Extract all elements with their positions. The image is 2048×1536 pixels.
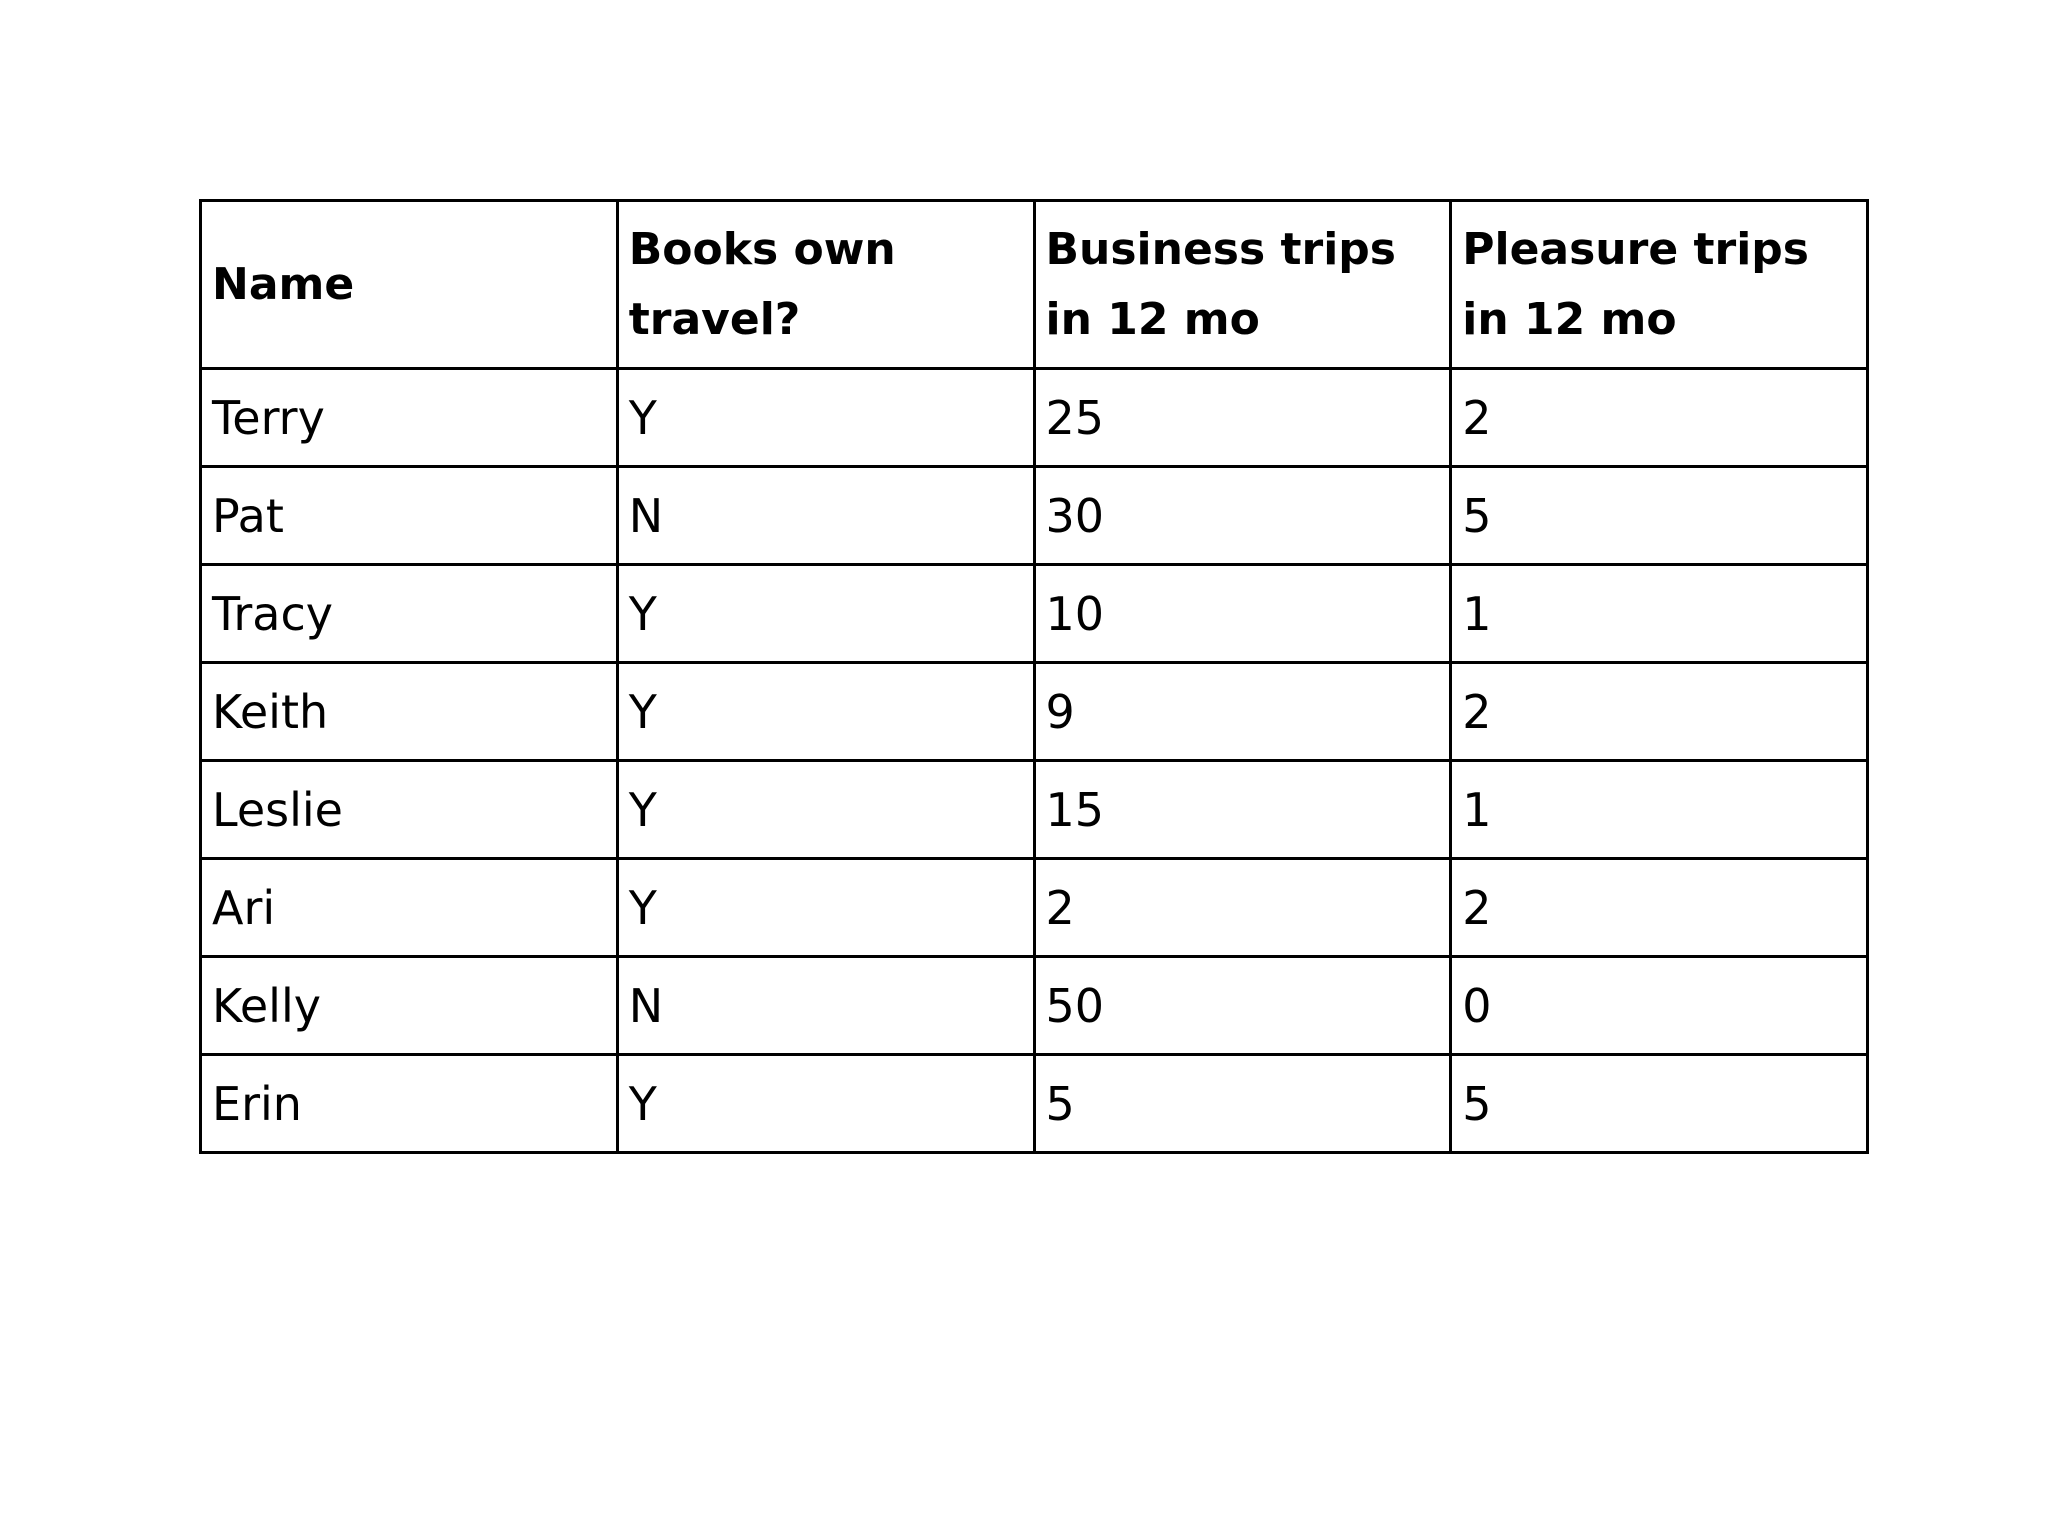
cell-name: Tracy xyxy=(201,565,618,663)
cell-name: Pat xyxy=(201,467,618,565)
cell-business-trips: 50 xyxy=(1034,957,1451,1055)
cell-books-own-travel: Y xyxy=(617,1055,1034,1153)
cell-pleasure-trips: 0 xyxy=(1451,957,1868,1055)
travel-table xyxy=(199,199,1869,1154)
cell-business-trips: 30 xyxy=(1034,467,1451,565)
cell-pleasure-trips: 5 xyxy=(1451,467,1868,565)
cell-name: Ari xyxy=(201,859,618,957)
cell-books-own-travel: Y xyxy=(617,859,1034,957)
cell-name: Kelly xyxy=(201,957,618,1055)
header-business-trips: Business trips in 12 mo xyxy=(1034,201,1451,369)
cell-business-trips: 5 xyxy=(1034,1055,1451,1153)
table-body xyxy=(201,369,1868,1153)
header-row xyxy=(201,201,1868,369)
cell-books-own-travel: N xyxy=(617,957,1034,1055)
table-header xyxy=(201,201,1868,369)
cell-pleasure-trips: 1 xyxy=(1451,565,1868,663)
table-row xyxy=(201,663,1868,761)
travel-table-container xyxy=(199,199,1869,1154)
cell-business-trips: 25 xyxy=(1034,369,1451,467)
header-name: Name xyxy=(201,201,618,369)
header-pleasure-trips: Pleasure trips in 12 mo xyxy=(1451,201,1868,369)
cell-books-own-travel: N xyxy=(617,467,1034,565)
cell-business-trips: 9 xyxy=(1034,663,1451,761)
cell-business-trips: 15 xyxy=(1034,761,1451,859)
cell-business-trips: 2 xyxy=(1034,859,1451,957)
header-books-own-travel: Books own travel? xyxy=(617,201,1034,369)
table-row xyxy=(201,859,1868,957)
table-row xyxy=(201,1055,1868,1153)
cell-books-own-travel: Y xyxy=(617,761,1034,859)
cell-pleasure-trips: 2 xyxy=(1451,369,1868,467)
table-row xyxy=(201,565,1868,663)
table-row xyxy=(201,957,1868,1055)
cell-name: Keith xyxy=(201,663,618,761)
cell-pleasure-trips: 5 xyxy=(1451,1055,1868,1153)
cell-pleasure-trips: 2 xyxy=(1451,663,1868,761)
cell-pleasure-trips: 2 xyxy=(1451,859,1868,957)
table-row xyxy=(201,467,1868,565)
table-row xyxy=(201,369,1868,467)
cell-name: Erin xyxy=(201,1055,618,1153)
table-row xyxy=(201,761,1868,859)
cell-business-trips: 10 xyxy=(1034,565,1451,663)
cell-name: Terry xyxy=(201,369,618,467)
cell-books-own-travel: Y xyxy=(617,369,1034,467)
cell-books-own-travel: Y xyxy=(617,663,1034,761)
cell-name: Leslie xyxy=(201,761,618,859)
cell-books-own-travel: Y xyxy=(617,565,1034,663)
cell-pleasure-trips: 1 xyxy=(1451,761,1868,859)
